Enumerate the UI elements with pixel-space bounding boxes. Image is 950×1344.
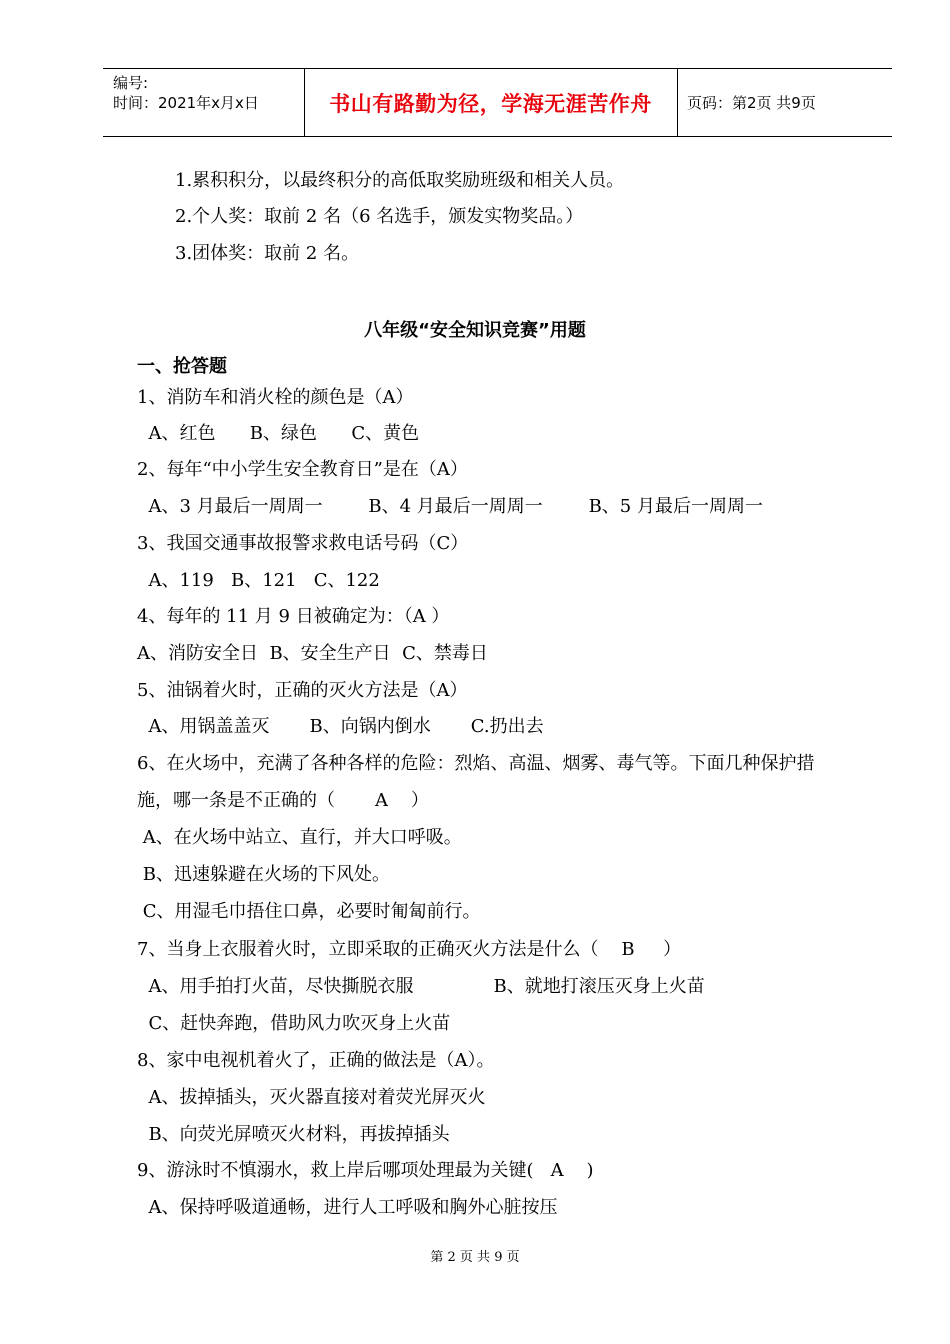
question-line: 5、油锅着火时，正确的灭火方法是（A） — [137, 680, 468, 701]
header-divider — [677, 69, 678, 136]
question-line: 8、家中电视机着火了，正确的做法是（A）。 — [137, 1050, 495, 1071]
question-line: A、3 月最后一周周一 B、4 月最后一周周一 B、5 月最后一周周一 — [137, 496, 763, 517]
question-line: A、拔掉插头，灭火器直接对着荧光屏灭火 — [137, 1087, 486, 1108]
question-line: C、赶快奔跑，借助风力吹灭身上火苗 — [137, 1013, 451, 1034]
document-header — [103, 68, 892, 137]
question-line: A、用锅盖盖灭 B、向锅内倒水 C.扔出去 — [137, 716, 544, 737]
number-label: 编号: — [113, 74, 149, 92]
page-footer: 第 2 页 共 9 页 — [430, 1250, 520, 1265]
question-line: A、红色 B、绿色 C、黄色 — [137, 423, 420, 444]
question-line: A、119 B、121 C、122 — [137, 570, 380, 591]
question-line: 3、我国交通事故报警求救电话号码（C） — [137, 533, 469, 554]
question-line: B、迅速躲避在火场的下风处。 — [137, 864, 390, 885]
question-line: 4、每年的 11 月 9 日被确定为：（A ） — [137, 606, 450, 627]
question-line: B、向荧光屏喷灭火材料，再拔掉插头 — [137, 1124, 450, 1145]
question-line: C、用湿毛巾捂住口鼻，必要时匍匐前行。 — [137, 901, 481, 922]
question-line: 7、当身上衣服着火时，立即采取的正确灭火方法是什么（ B ） — [137, 939, 682, 960]
question-line: 9、游泳时不慎溺水，救上岸后哪项处理最为关键( A ) — [137, 1160, 594, 1181]
award-item: 1.累积积分，以最终积分的高低取奖励班级和相关人员。 — [175, 170, 625, 191]
question-line: 1、消防车和消火栓的颜色是（A） — [137, 387, 414, 408]
section-heading: 一、抢答题 — [137, 356, 227, 377]
question-line: 6、在火场中，充满了各种各样的危险：烈焰、高温、烟雾、毒气等。下面几种保护措 — [137, 753, 815, 774]
award-item: 2.个人奖：取前 2 名（6 名选手，颁发实物奖品。） — [175, 206, 584, 227]
question-line: 施，哪一条是不正确的（ A ） — [137, 790, 429, 811]
award-item: 3.团体奖：取前 2 名。 — [175, 243, 360, 264]
question-line: A、用手拍打火苗，尽快撕脱衣服 B、就地打滚压灭身上火苗 — [137, 976, 705, 997]
page-title: 八年级“安全知识竞赛”用题 — [364, 320, 586, 341]
header-motto: 书山有路勤为径，学海无涯苦作舟 — [329, 91, 652, 116]
header-page-label: 页码：第2页 共9页 — [687, 94, 816, 112]
question-line: A、消防安全日 B、安全生产日 C、禁毒日 — [137, 643, 488, 664]
time-label: 时间：2021年x月x日 — [113, 94, 259, 112]
question-line: A、在火场中站立、直行，并大口呼吸。 — [137, 827, 462, 848]
header-meta — [113, 73, 259, 113]
question-line: A、保持呼吸道通畅，进行人工呼吸和胸外心脏按压 — [137, 1197, 558, 1218]
question-line: 2、每年“中小学生安全教育日”是在（A） — [137, 459, 468, 480]
